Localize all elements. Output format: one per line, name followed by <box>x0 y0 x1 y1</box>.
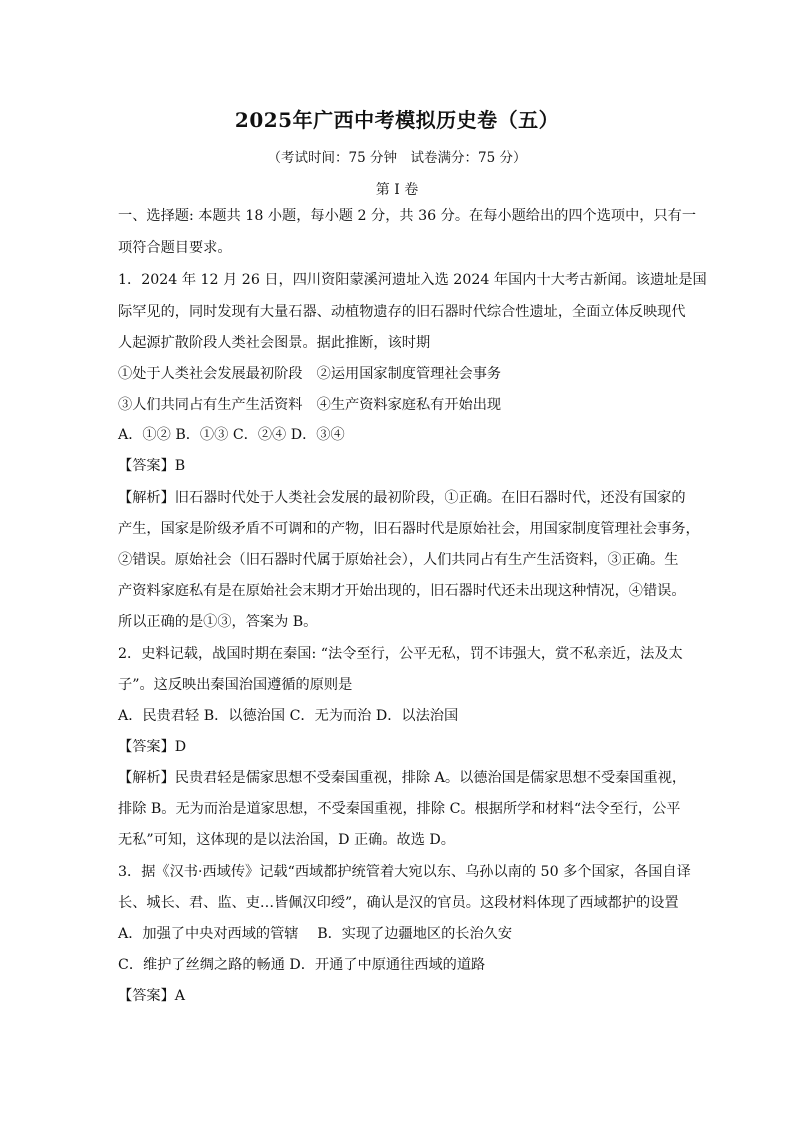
question-3-stem: 3．据《汉书·西域传》记载“西域都护统管着大宛以东、乌孙以南的 50 多个国家，各国自译 <box>118 864 691 880</box>
question-1-stem: 际罕见的，同时发现有大量石器、动植物遗存的旧石器时代综合性遗址，全面立体反映现代 <box>118 304 686 320</box>
question-1-choices: A．①② B．①③ C．②④ D．③④ <box>118 427 345 443</box>
section-instructions-line: 项符合题目要求。 <box>118 240 232 256</box>
question-2-explanation: 无私”可知，这体现的是以法治国，D 正确。故选 D。 <box>118 832 455 848</box>
question-3-choices: A．加强了中央对西域的管辖 B．实现了边疆地区的长治久安 <box>118 926 513 942</box>
section-instructions-line: 一、选择题: 本题共 18 小题，每小题 2 分，共 36 分。在每小题给出的四个选项中，只有一 <box>118 208 697 224</box>
volume-label: 第 I 卷 <box>375 182 419 198</box>
question-1-answer: 【答案】B <box>118 458 186 474</box>
question-3-stem: 长、城长、君、监、吏…皆佩汉印绶”，确认是汉的官员。这段材料体现了西域都护的设置 <box>118 895 679 911</box>
question-2-explanation: 【解析】民贵君轻是儒家思想不受秦国重视，排除 A。以德治国是儒家思想不受秦国重视， <box>118 770 687 786</box>
question-1-explanation: 所以正确的是①③，答案为 B。 <box>118 614 318 630</box>
question-2-answer: 【答案】D <box>118 739 187 755</box>
question-1-explanation: 产资料家庭私有是在原始社会末期才开始出现的，旧石器时代还未出现这种情况，④错误。 <box>118 583 686 599</box>
question-2-stem: 子”。这反映出秦国治国遵循的原则是 <box>118 677 353 693</box>
question-1-stem: 1．2024 年 12 月 26 日，四川资阳蒙溪河遗址入选 2024 年国内十大考古新闻。该遗址是国 <box>118 272 707 288</box>
question-1-option-row: ③人们共同占有生产生活资料 ④生产资料家庭私有开始出现 <box>118 397 502 413</box>
question-2-choices: A．民贵君轻 B．以德治国 C．无为而治 D．以法治国 <box>118 708 459 724</box>
exam-title: 2025年广西中考模拟历史卷（五） <box>234 108 560 132</box>
question-1-explanation: 产生，国家是阶级矛盾不可调和的产物，旧石器时代是原始社会，用国家制度管理社会事务， <box>118 521 700 537</box>
question-1-explanation: ②错误。原始社会（旧石器时代属于原始社会），人们共同占有生产生活资料，③正确。生 <box>118 552 679 568</box>
question-3-choices: C．维护了丝绸之路的畅通 D．开通了中原通往西域的道路 <box>118 957 486 973</box>
question-1-option-row: ①处于人类社会发展最初阶段 ②运用国家制度管理社会事务 <box>118 366 502 382</box>
question-2-stem: 2．史料记载，战国时期在秦国: “法令至行，公平无私，罚不讳强大，赏不私亲近，法及太 <box>118 646 683 662</box>
exam-subtitle: （考试时间：75 分钟 试卷满分：75 分） <box>267 150 527 166</box>
question-3-answer: 【答案】A <box>118 988 185 1004</box>
question-1-stem: 人起源扩散阶段人类社会图景。据此推断，该时期 <box>118 335 431 351</box>
question-1-explanation: 【解析】旧石器时代处于人类社会发展的最初阶段，①正确。在旧石器时代，还没有国家的 <box>118 490 686 506</box>
question-2-explanation: 排除 B。无为而治是道家思想，不受秦国重视，排除 C。根据所学和材料“法令至行，公平 <box>118 801 681 817</box>
